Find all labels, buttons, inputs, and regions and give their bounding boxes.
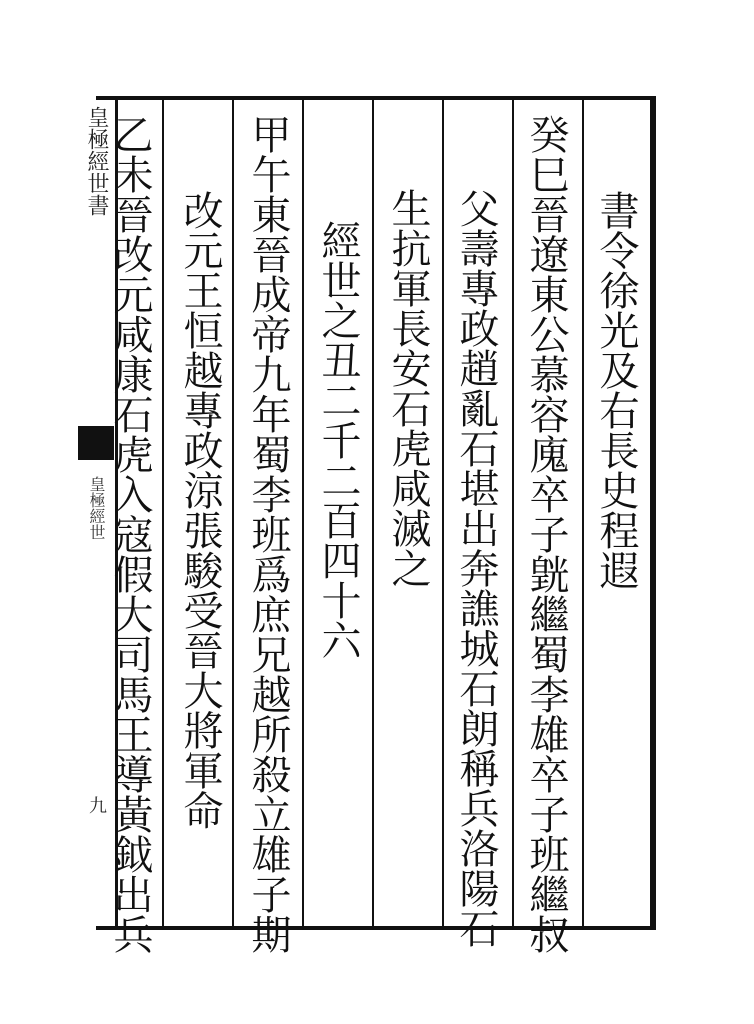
- text-column: 書令徐光及右長史程遐: [593, 190, 639, 590]
- fold-subtitle: 皇極經世: [87, 476, 106, 540]
- text-column: 乙未晉改元咸康石虎入寇假大司馬王導黃鉞出兵: [107, 114, 153, 954]
- text-column: 甲午東晉成帝九年蜀李班爲庶兄越所殺立雄子期: [245, 114, 291, 954]
- fold-title: 皇極經世書: [84, 106, 109, 216]
- text-column: 經世之丑二千二百四十六: [315, 220, 361, 660]
- text-column: 改元王恒越專政涼張駿受晉大將軍命: [177, 190, 223, 830]
- column-rule: [302, 100, 304, 926]
- text-column: 生抗軍長安石虎咸滅之: [385, 188, 431, 588]
- column-rule: [232, 100, 234, 926]
- column-rule: [372, 100, 374, 926]
- page-number: 九: [86, 796, 107, 814]
- text-column: 父壽專政趙亂石堪出奔譙城石朗稱兵洛陽石: [453, 188, 499, 948]
- column-rule: [162, 100, 164, 926]
- text-frame: [96, 96, 656, 954]
- text-column: 癸巳晉遼東公慕容廆卒子皝繼蜀李雄卒子班繼叔: [523, 114, 569, 954]
